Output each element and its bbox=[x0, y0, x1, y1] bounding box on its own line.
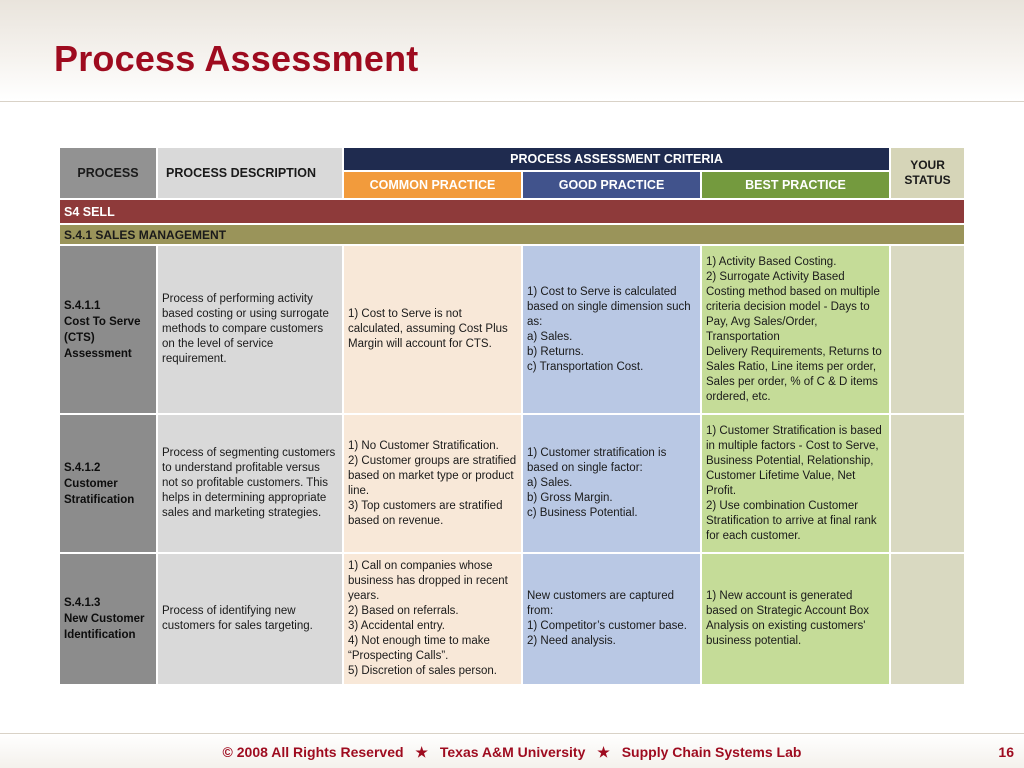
page-number: 16 bbox=[998, 744, 1014, 760]
header-common-practice: COMMON PRACTICE bbox=[344, 172, 521, 198]
best-practice-cell: 1) New account is generated based on Strategic Account Box Analysis on existing customers' business potential. bbox=[702, 554, 889, 684]
header-assessment-criteria: PROCESS ASSESSMENT CRITERIA bbox=[344, 148, 889, 170]
process-id-cell: S.4.1.1 Cost To Serve (CTS) Assessment bbox=[60, 246, 156, 413]
good-practice-cell: 1) Cost to Serve is calculated based on single dimension such as: a) Sales. b) Returns. c) Transportation Cost. bbox=[523, 246, 700, 413]
process-id-cell: S.4.1.3 New Customer Identification bbox=[60, 554, 156, 684]
page-title: Process Assessment bbox=[54, 38, 419, 79]
table-row bbox=[60, 415, 964, 552]
star-icon: ★ bbox=[415, 744, 428, 760]
header-process: PROCESS bbox=[60, 148, 156, 198]
best-practice-cell: 1) Activity Based Costing. 2) Surrogate Activity Based Costing method based on multiple criteria decision model - Days to Pay, Avg Sales/Order, Transportation Delivery Requirements, Returns to Sales Ratio, Line items per order, Sales per order, % of C & D items ordered, etc. bbox=[702, 246, 889, 413]
footer bbox=[0, 744, 1024, 761]
header-best-practice: BEST PRACTICE bbox=[702, 172, 889, 198]
process-id-cell: S.4.1.2 Customer Stratification bbox=[60, 415, 156, 552]
header-good-practice: GOOD PRACTICE bbox=[523, 172, 700, 198]
your-status-cell[interactable] bbox=[891, 246, 964, 413]
common-practice-cell: 1) Call on companies whose business has dropped in recent years. 2) Based on referrals. 3) Accidental entry. 4) Not enough time to make “Prospecting Calls”. 5) Discretion of sales person. bbox=[344, 554, 521, 684]
process-description-cell: Process of identifying new customers for sales targeting. bbox=[158, 554, 342, 684]
your-status-cell[interactable] bbox=[891, 415, 964, 552]
table-row bbox=[60, 554, 964, 684]
assessment-table bbox=[58, 146, 966, 686]
star-icon: ★ bbox=[597, 744, 610, 760]
your-status-cell[interactable] bbox=[891, 554, 964, 684]
section-row: S4 SELL bbox=[60, 200, 964, 223]
best-practice-cell: 1) Customer Stratification is based in multiple factors - Cost to Serve, Business Potential, Relationship, Customer Lifetime Value, Net Profit. 2) Use combination Customer Stratification to arrive at final rank for each customer. bbox=[702, 415, 889, 552]
footer-copyright: © 2008 All Rights Reserved bbox=[222, 744, 404, 760]
footer-lab: Supply Chain Systems Lab bbox=[621, 744, 802, 760]
good-practice-cell: New customers are captured from: 1) Competitor’s customer base. 2) Need analysis. bbox=[523, 554, 700, 684]
header-divider bbox=[0, 101, 1024, 102]
header-your-status: YOUR STATUS bbox=[891, 148, 964, 198]
footer-university: Texas A&M University bbox=[439, 744, 586, 760]
table-row bbox=[60, 246, 964, 413]
subsection-row: S.4.1 SALES MANAGEMENT bbox=[60, 225, 964, 244]
header-process-description: PROCESS DESCRIPTION bbox=[158, 148, 342, 198]
common-practice-cell: 1) No Customer Stratification. 2) Customer groups are stratified based on market type or product line. 3) Top customers are stratified based on revenue. bbox=[344, 415, 521, 552]
process-description-cell: Process of segmenting customers to understand profitable versus not so profitable customers. This helps in determining appropriate sales and marketing strategies. bbox=[158, 415, 342, 552]
common-practice-cell: 1) Cost to Serve is not calculated, assuming Cost Plus Margin will account for CTS. bbox=[344, 246, 521, 413]
good-practice-cell: 1) Customer stratification is based on single factor: a) Sales. b) Gross Margin. c) Business Potential. bbox=[523, 415, 700, 552]
process-description-cell: Process of performing activity based costing or using surrogate methods to compare customers on the level of service requirement. bbox=[158, 246, 342, 413]
